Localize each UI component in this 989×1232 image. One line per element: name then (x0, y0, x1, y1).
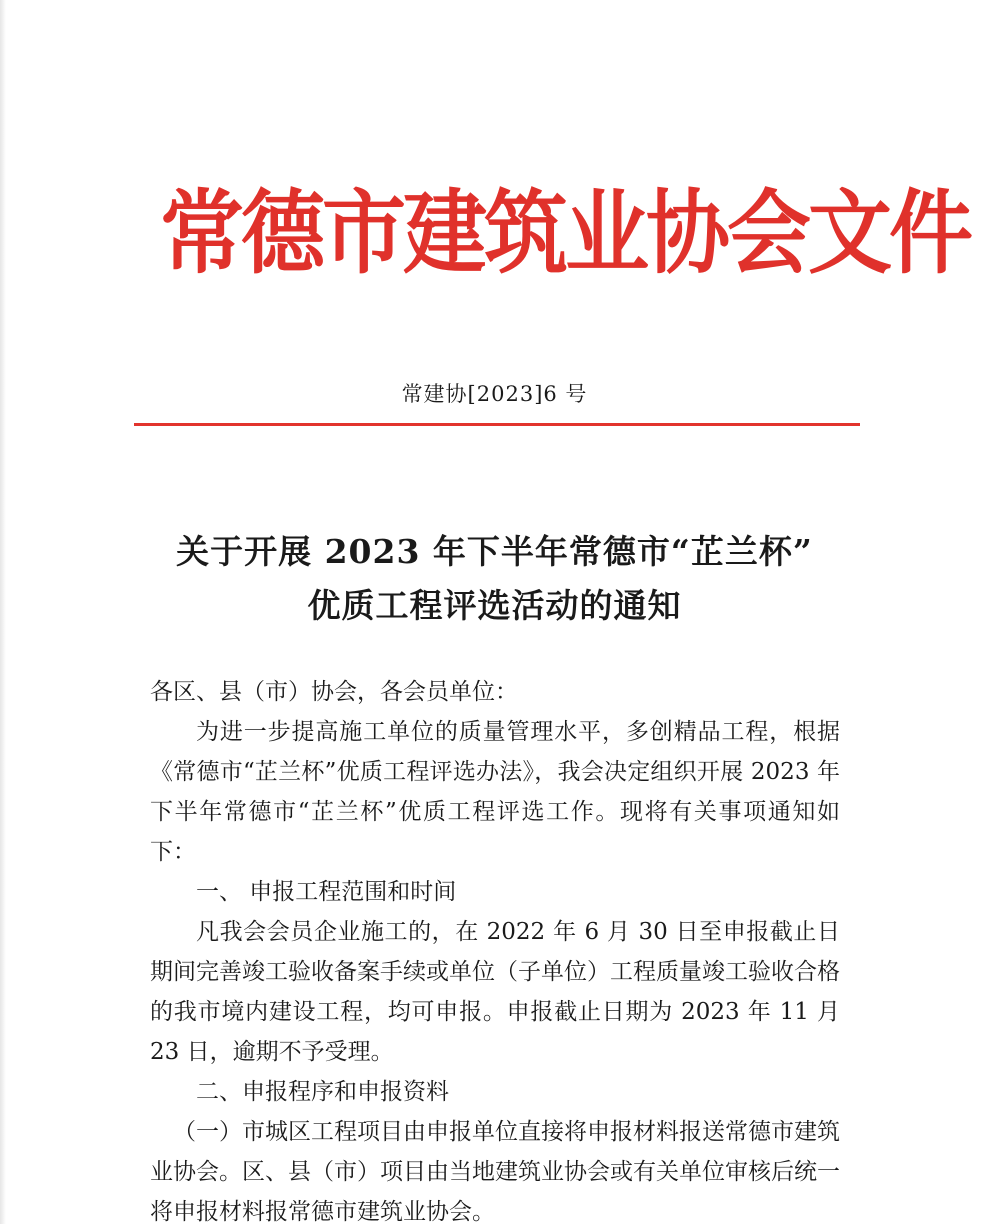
document-body (150, 672, 840, 1232)
salutation: 各区、县（市）协会，各会员单位： (150, 679, 518, 705)
section-2-heading: 二、申报程序和申报资料 (196, 1079, 449, 1105)
section-1-paragraph: 凡我会会员企业施工的，在 2022 年 6 月 30 日至申报截止日期间完善竣工验收备案手续或单位（子单位）工程质量竣工验收合格的我市境内建设工程，均可申报。申报截止日期为 2023 年 11 月 23 日，逾期不予受理。 (150, 919, 840, 1065)
red-divider (134, 423, 860, 426)
notice-title-line-2: 优质工程评选活动的通知 (307, 586, 682, 625)
section-1-heading: 一、 申报工程范围和时间 (196, 879, 457, 905)
document-number: 常建协[2023]6 号 (401, 382, 588, 406)
header-title: 常德市建筑业协会文件 (160, 180, 971, 286)
section-2-item-1: （一）市城区工程项目由申报单位直接将申报材料报送常德市建筑业协会。区、县（市）项目由当地建筑业协会或有关单位审核后统一将申报材料报常德市建筑业协会。 (150, 1119, 840, 1225)
notice-title-line-1: 关于开展 2023 年下半年常德市“芷兰杯” (176, 532, 813, 571)
intro-paragraph: 为进一步提高施工单位的质量管理水平，多创精品工程，根据《常德市“芷兰杯”优质工程评选办法》，我会决定组织开展 2023 年下半年常德市“芷兰杯”优质工程评选工作。现将有关事项通知如下： (150, 719, 840, 865)
